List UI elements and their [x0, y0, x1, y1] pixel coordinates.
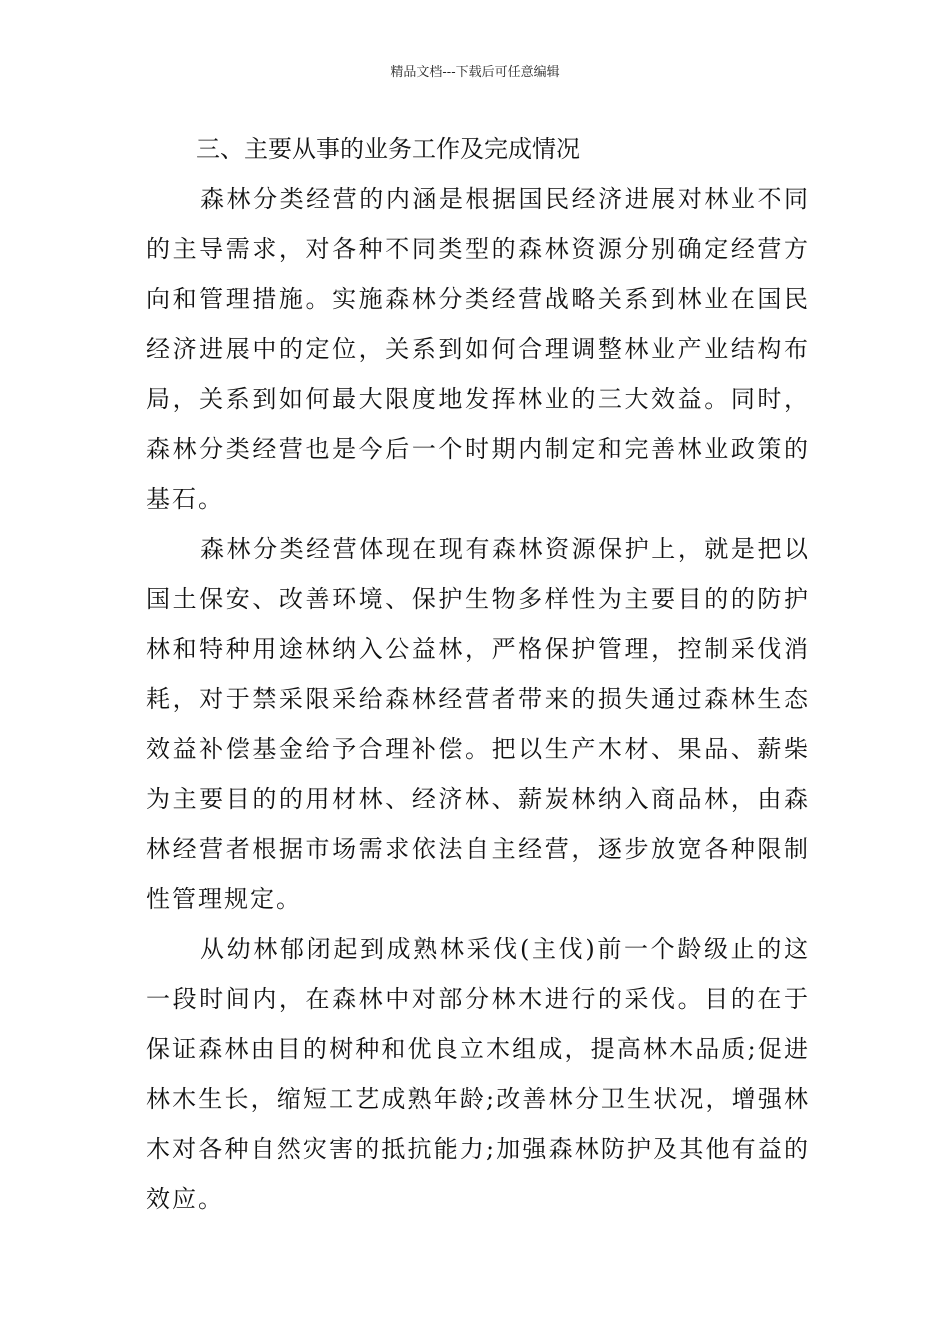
document-body — [146, 124, 810, 1224]
paragraph: 从幼林郁闭起到成熟林采伐(主伐)前一个龄级止的这一段时间内，在森林中对部分林木进行的采伐。目的在于保证森林由目的树种和优良立木组成，提高林木品质;促进林木生长，缩短工艺成熟年龄;改善林分卫生状况，增强林木对各种自然灾害的抵抗能力;加强森林防护及其他有益的效应。 — [146, 935, 810, 1213]
paragraph: 森林分类经营的内涵是根据国民经济进展对林业不同的主导需求，对各种不同类型的森林资源分别确定经营方向和管理措施。实施森林分类经营战略关系到林业在国民经济进展中的定位，关系到如何合理调整林业产业结构布局，关系到如何最大限度地发挥林业的三大效益。同时，森林分类经营也是今后一个时期内制定和完善林业政策的基石。 — [146, 185, 810, 513]
section-heading: 三、主要从事的业务工作及完成情况 — [196, 135, 580, 163]
page-header: 精品文档---下载后可任意编辑 — [390, 65, 560, 80]
paragraph: 森林分类经营体现在现有森林资源保护上，就是把以国土保安、改善环境、保护生物多样性为主要目的的防护林和特种用途林纳入公益林，严格保护管理，控制采伐消耗，对于禁采限采给森林经营者带来的损失通过森林生态效益补偿基金给予合理补偿。把以生产木材、果品、薪柴为主要目的的用材林、经济林、薪炭林纳入商品林，由森林经营者根据市场需求依法自主经营，逐步放宽各种限制性管理规定。 — [146, 535, 810, 913]
